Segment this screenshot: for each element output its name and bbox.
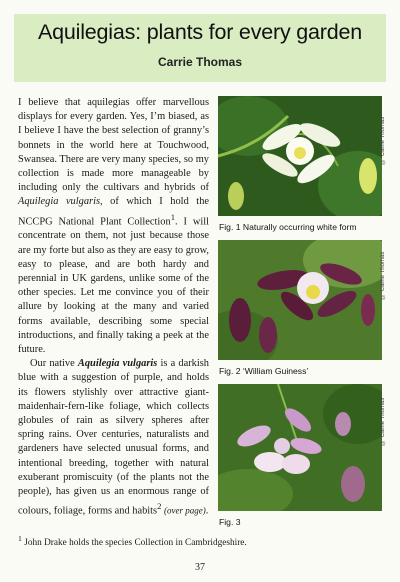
footnote-ref: 1 bbox=[170, 211, 176, 222]
paragraph-1: I believe that aquilegias offer marvellous displays for every garden. Yes, I’m biased, as I believe I have the best selection of granny’s bonnets in the world here at Touchwood, Swansea. There are very many species, so my collection is made more manageable by including only the cultivars and hybrids of Aquilegia vulgaris, of which I hold the NCCPG National Plant Collection$^1$. I will concentrate on them, not just because those are my forte but also as they are easy to grow, easy to please, and are both hardy and perennial in UK gardens, unlike some of the other species. Let me convince you of their allure by looking at the many and varied forms available, describing some special introductions, and finally taking a peek at the future. bbox=[18, 97, 210, 355]
continued-note: (over page) bbox=[164, 505, 206, 516]
article-author: Carrie Thomas bbox=[157, 55, 243, 69]
paragraph-2: Our native Aquilegia vulgaris is a darkish blue with a suggestion of purple, and holds its flowers stylishly over attractive giant-maidenhair-fern-like foliage, which collects globules of rain as silvery spheres after spring rains. Over centuries, naturalists and gardeners have selected unusual forms, and intentional breeding, together with natural exuberant promiscuity (of the plants not the people), has given us an enormous range of colours, foliage, forms and habits$^2$ (over page). bbox=[18, 358, 210, 517]
page-number: 37 bbox=[195, 562, 205, 573]
figure-1-credit: © Carrie Thomas bbox=[380, 116, 386, 164]
figure-2-caption: Fig. 2 ‘William Guiness’ bbox=[219, 366, 309, 376]
figure-1-caption: Fig. 1 Naturally occurring white form bbox=[219, 222, 357, 232]
article-title: Aquilegias: plants for every garden bbox=[37, 20, 363, 44]
figure-1-photo bbox=[218, 96, 382, 216]
figure-3-credit: © Carrie Thomas bbox=[380, 397, 386, 445]
article-body bbox=[18, 96, 209, 519]
figure-2-credit: © Carrie Thomas bbox=[380, 251, 386, 299]
figure-2-photo bbox=[218, 240, 382, 360]
figure-3-photo bbox=[218, 384, 382, 511]
footnote: $^1$ John Drake holds the species Collection in Cambridgeshire. bbox=[18, 534, 247, 549]
figure-3-caption: Fig. 3 bbox=[219, 517, 241, 527]
footnote-ref-2: 2 bbox=[157, 501, 162, 512]
title-banner bbox=[14, 14, 386, 82]
